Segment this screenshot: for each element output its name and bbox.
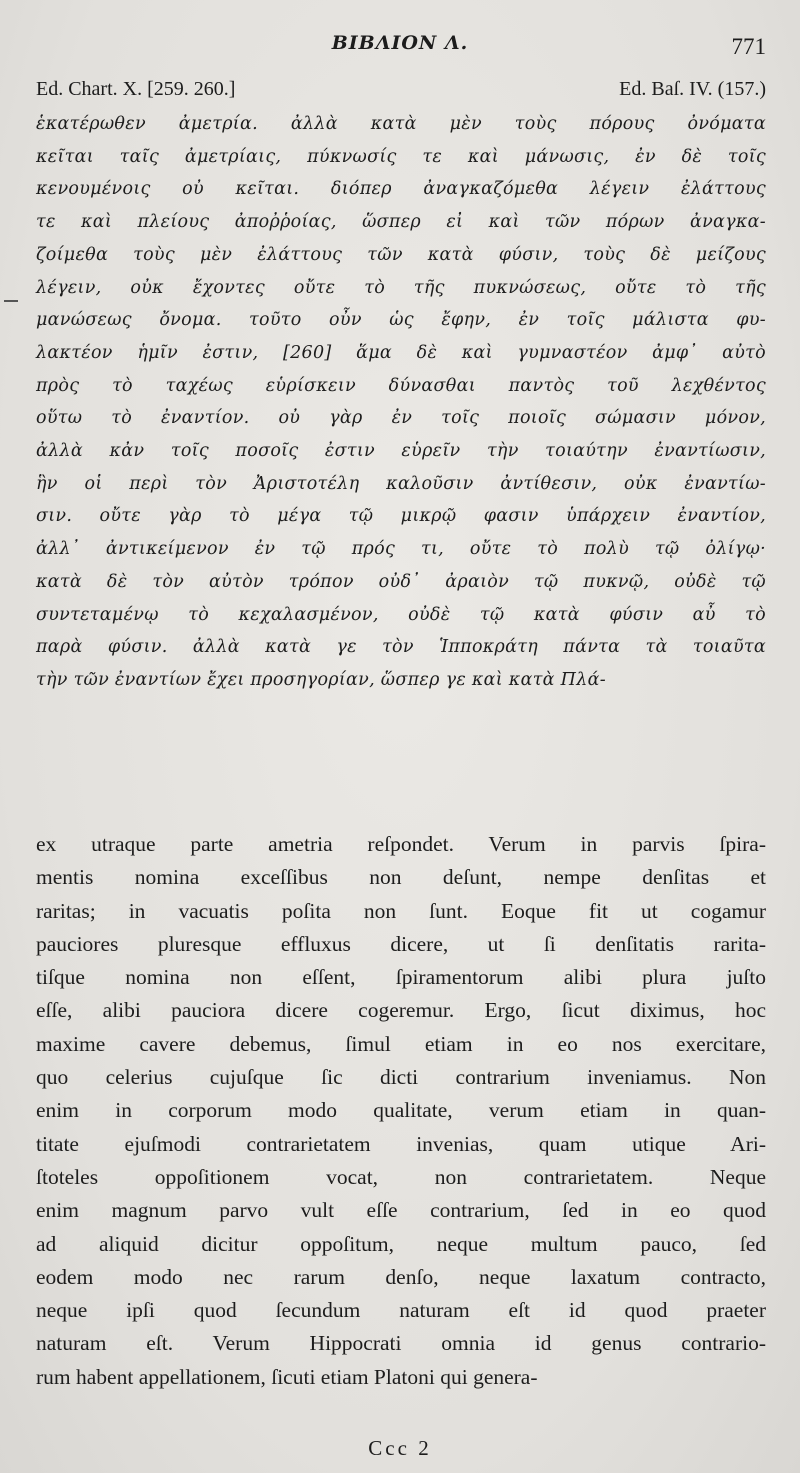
latin-text-line: naturam eſt. Verum Hippocrati omnia id genus contrario-	[36, 1331, 766, 1356]
greek-text-line: κατὰ δὲ τὸν αὐτὸν τρόπον οὐδ᾽ ἀραιὸν τῷ πυκνῷ, οὐδὲ τῷ	[36, 571, 766, 592]
latin-text-line: quo celerius cujuſque ſic dicti contrarium inveniamus. Non	[36, 1065, 766, 1090]
greek-text-line: κενουμένοις οὐ κεῖται. διόπερ ἀναγκαζόμεθα λέγειν ἐλάττους	[36, 179, 766, 200]
latin-text-line: enim in corporum modo qualitate, verum etiam in quan-	[36, 1098, 766, 1123]
latin-text-line: eodem modo nec rarum denſo, neque laxatum contracto,	[36, 1264, 766, 1289]
latin-text-line: titate ejuſmodi contrarietatem invenias, quam utique Ari-	[36, 1131, 766, 1156]
greek-text-line: ἀλλὰ κἀν τοῖς ποσοῖς ἐστιν εὑρεῖν τὴν τοιαύτην ἐναντίωσιν,	[36, 441, 766, 462]
greek-text-line: λακτέον ἡμῖν ἐστιν, [260] ἅμα δὲ καὶ γυμναστέον ἀμφ᾽ αὐτὸ	[36, 342, 766, 363]
printer-signature: Ccc 2	[368, 1436, 432, 1460]
edition-chart-reference: Ed. Chart. X. [259. 260.]	[36, 78, 236, 100]
latin-text-line: ſtoteles oppoſitionem vocat, non contrarietatem. Neque	[36, 1164, 766, 1189]
greek-text-line: παρὰ φύσιν. ἀλλὰ κατὰ γε τὸν Ἱπποκράτη πάντα τὰ τοιαῦτα	[36, 637, 766, 658]
latin-text-line: mentis nomina exceſſibus non deſunt, nempe denſitas et	[36, 865, 766, 890]
edition-basel-reference: Ed. Baſ. IV. (157.)	[619, 78, 766, 100]
greek-text-line: τε καὶ πλείους ἀποῤῥοίας, ὥσπερ εἰ καὶ τῶν πόρων ἀναγκα-	[36, 212, 766, 233]
greek-text-line: οὕτω τὸ ἐναντίον. οὐ γὰρ ἐν τοῖς ποιοῖς σώμασιν μόνον,	[36, 408, 766, 429]
page-number: 771	[731, 34, 766, 59]
greek-text-line: ζοίμεθα τοὺς μὲν ἐλάττους τῶν κατὰ φύσιν, τοὺς δὲ μείζους	[36, 244, 766, 265]
running-title: BIBΛION Λ.	[331, 32, 469, 54]
latin-text-line: eſſe, alibi pauciora dicere cogeremur. Ergo, ſicut diximus, hoc	[36, 998, 766, 1023]
greek-text-line: μανώσεως ὄνομα. τοῦτο οὖν ὡς ἔφην, ἐν τοῖς μάλιστα φυ-	[36, 310, 766, 331]
latin-text-line: raritas; in vacuatis poſita non ſunt. Eoque fit ut cogamur	[36, 898, 766, 923]
greek-text-line: ἑκατέρωθεν ἀμετρία. ἀλλὰ κατὰ μὲν τοὺς πόρους ὀνόματα	[36, 114, 766, 134]
latin-text-line: pauciores pluresque effluxus dicere, ut ſi denſitatis rarita-	[36, 931, 766, 956]
greek-text-line: ἣν οἱ περὶ τὸν Ἀριστοτέλη καλοῦσιν ἀντίθεσιν, οὐκ ἐναντίω-	[36, 473, 766, 494]
greek-text-line: κεῖται ταῖς ἀμετρίαις, πύκνωσίς τε καὶ μάνωσις, ἐν δὲ τοῖς	[36, 146, 766, 167]
greek-text-line: ἀλλ᾽ ἀντικείμενον ἐν τῷ πρός τι, οὔτε τὸ πολὺ τῷ ὀλίγῳ·	[36, 539, 766, 560]
latin-text-line: ad aliquid dicitur oppoſitum, neque multum pauco, ſed	[36, 1231, 766, 1256]
edition-references	[36, 78, 766, 106]
latin-text-line: rum habent appellationem, ſicuti etiam Platoni qui genera-	[36, 1364, 538, 1389]
running-head	[0, 30, 800, 60]
latin-text-block	[36, 828, 766, 1394]
margin-mark	[4, 300, 18, 302]
latin-text-line: neque ipſi quod ſecundum naturam eſt id quod praeter	[36, 1298, 766, 1323]
greek-text-block	[36, 108, 766, 697]
latin-text-line: tiſque nomina non eſſent, ſpiramentorum alibi plura juſto	[36, 965, 766, 990]
latin-text-line: enim magnum parvo vult eſſe contrarium, ſed in eo quod	[36, 1198, 766, 1223]
latin-text-line: ex utraque parte ametria reſpondet. Verum in parvis ſpira-	[36, 832, 766, 856]
greek-text-line: πρὸς τὸ ταχέως εὑρίσκειν δύνασθαι παντὸς τοῦ λεχθέντος	[36, 375, 766, 396]
greek-text-line: λέγειν, οὐκ ἔχοντες οὔτε τὸ τῆς πυκνώσεως, οὔτε τὸ τῆς	[36, 277, 766, 298]
greek-text-line: σιν. οὔτε γὰρ τὸ μέγα τῷ μικρῷ φασιν ὑπάρχειν ἐναντίον,	[36, 506, 766, 527]
latin-text-line: maxime cavere debemus, ſimul etiam in eo nos exercitare,	[36, 1031, 766, 1056]
greek-text-line: συντεταμένῳ τὸ κεχαλασμένον, οὐδὲ τῷ κατὰ φύσιν αὖ τὸ	[36, 604, 766, 625]
greek-text-line: τὴν τῶν ἐναντίων ἔχει προσηγορίαν, ὥσπερ γε καὶ κατὰ Πλά-	[36, 669, 606, 690]
